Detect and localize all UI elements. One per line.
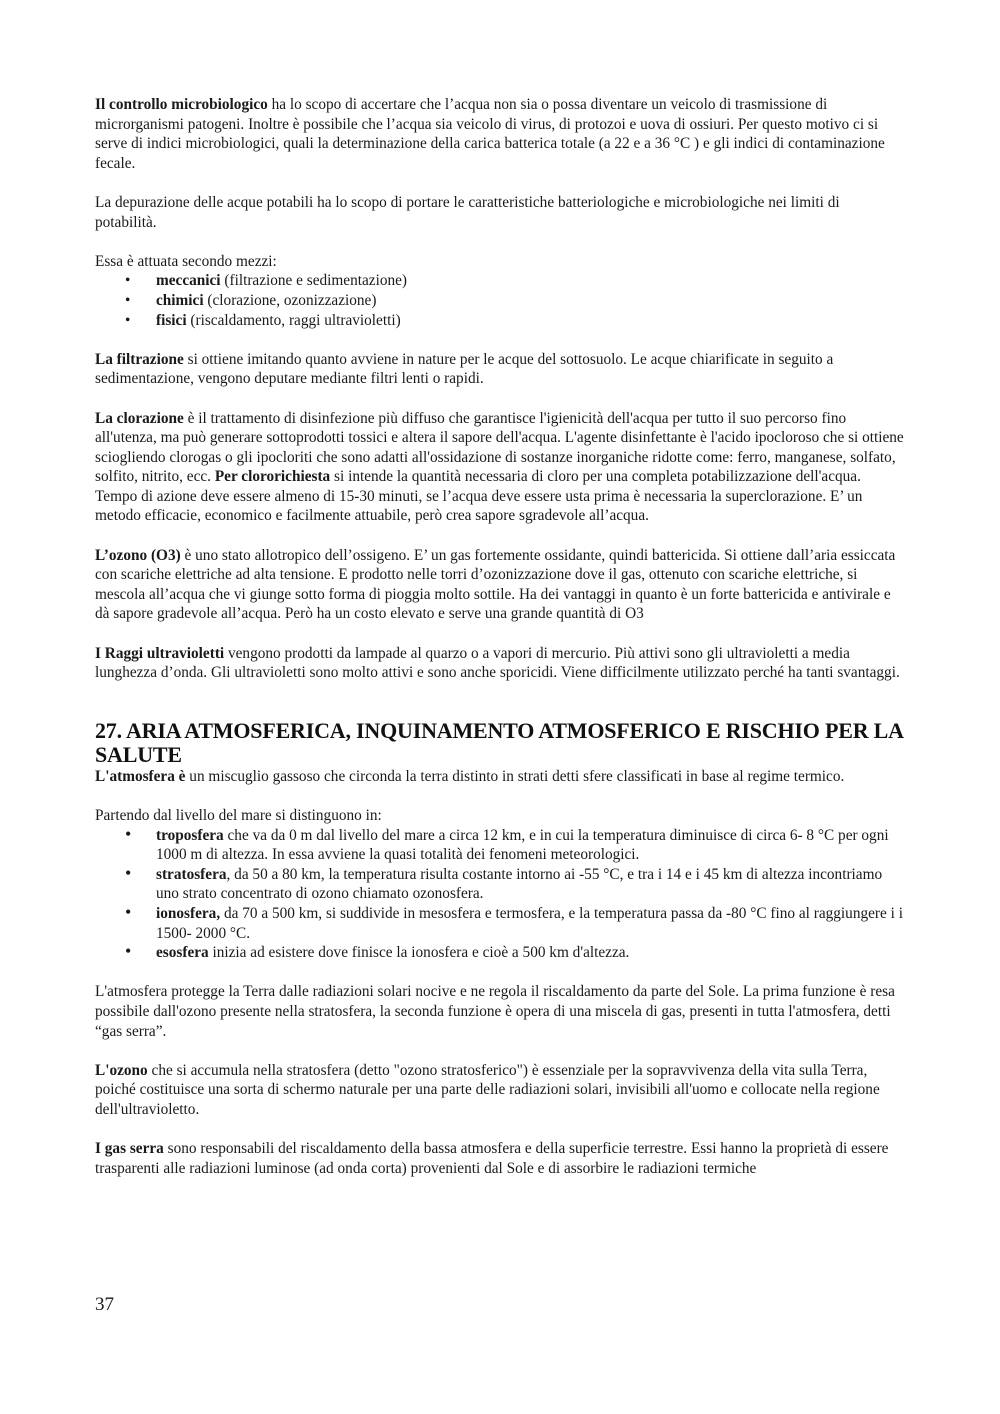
- bold-term: La filtrazione: [95, 350, 184, 368]
- list-item: [95, 271, 904, 291]
- list-item-text: da 70 a 500 km, si suddivide in mesosfera e termosfera, e la temperatura passa da -80 °C fino al raggiungere i i 1500- 2000 °C.: [156, 904, 903, 942]
- list-item-text: (clorazione, ozonizzazione): [203, 291, 377, 309]
- bold-term: L'atmosfera è: [95, 767, 186, 785]
- bold-term: ionosfera,: [156, 904, 221, 922]
- section-heading: 27. ARIA ATMOSFERICA, INQUINAMENTO ATMOSFERICO E RISCHIO PER LA SALUTE: [95, 717, 903, 767]
- paragraph-filtrazione: [95, 350, 904, 389]
- bullet: •: [125, 291, 131, 309]
- bullet: •: [125, 862, 132, 883]
- paragraph-clorazione: [95, 409, 904, 527]
- paragraph-controllo-microbiologico: [95, 95, 904, 173]
- paragraph-text: ha lo scopo di accertare che l’acqua non sia o possa diventare un veicolo di trasmissione di microrganismi patogeni. Inoltre è possibile che l’acqua sia veicolo di virus, di protozoi e uova di ossiuri. Per questo motivo ci si serve di indici microbiologici, quali la determinazione della carica batterica totale (a 22 e a 36 °C ) e gli indici di contaminazione fecale.: [95, 96, 885, 172]
- bold-term: I Raggi ultravioletti: [95, 644, 225, 662]
- paragraph-text: è uno stato allotropico dell’ossigeno. E’ un gas fortemente ossidante, quindi battericida. Si ottiene dall’aria essiccata con scariche elettriche ad alta tensione. E prodotto nelle torri d’ozonizzazione dove il gas, ottenuto con scariche elettriche, si mescola all’acqua che vi giunge sotto forma di pioggia molto sottile. Ha dei vantaggi in quanto è un forte battericida e antivirale e dà sapore gradevole all’acqua. Però ha un costo elevato e serve una grande quantità di O3: [95, 546, 896, 623]
- bold-term: chimici: [156, 291, 204, 309]
- list-item-text: che va da 0 m dal livello del mare a circa 12 km, e in cui la temperatura diminuisce di circa 6- 8 °C per ogni 1000 m di altezza. In essa avviene la quasi totalità dei fenomeni meteorologici.: [156, 826, 889, 864]
- bold-term: La clorazione: [95, 409, 184, 427]
- bold-term: L'ozono: [95, 1061, 148, 1079]
- paragraph-gas-serra: [95, 1139, 904, 1178]
- page-number: 37: [95, 1294, 114, 1315]
- bullet: •: [125, 901, 132, 922]
- list-item: [95, 943, 904, 963]
- paragraph-text: sono responsabili del riscaldamento della bassa atmosfera e della superficie terrestre. Essi hanno la proprietà di essere trasparenti alle radiazioni luminose (ad onda corta) provenienti dal Sole e di assorbire le radiazioni termiche: [95, 1140, 889, 1177]
- paragraph-atmosfera: [95, 767, 904, 787]
- bold-term: I gas serra: [95, 1140, 164, 1158]
- paragraph-strati-intro: Partendo dal livello del mare si distinguono in:: [95, 807, 382, 824]
- paragraph-text: si intende la quantità necessaria di cloro per una completa potabilizzazione dell'acqua. Tempo di azione deve essere almeno di 15-30 minuti, se l’acqua deve essere usta prima è necessaria la superclorazione. E’ un metodo efficacie, economico e facilmente attuabile, però crea sapore sgradevole all’acqua.: [95, 468, 863, 525]
- bold-term: stratosfera: [156, 865, 227, 883]
- bold-term: meccanici: [156, 272, 221, 290]
- paragraph-text: un miscuglio gassoso che circonda la terra distinto in strati detti sfere classificati in base al regime termico.: [185, 767, 845, 785]
- paragraph-text: vengono prodotti da lampade al quarzo o a vapori di mercurio. Più attivi sono gli ultravioletti a media lunghezza d’onda. Gli ultravioletti sono molto attivi e sono anche sporicidi. Viene difficilmente utilizzato perché ha tanti svantaggi.: [95, 644, 900, 682]
- paragraph-depurazione: La depurazione delle acque potabili ha lo scopo di portare le caratteristiche batteriologiche e microbiologiche nei limiti di potabilità.: [95, 193, 840, 231]
- list-item: [95, 823, 904, 865]
- bullet: •: [125, 823, 132, 844]
- bold-term: esosfera: [156, 944, 209, 962]
- list-item: [95, 311, 904, 331]
- bold-term: fisici: [156, 311, 187, 329]
- paragraph-raggi-ultravioletti: [95, 644, 904, 683]
- bullet: •: [125, 311, 131, 329]
- list-strati: [95, 823, 904, 963]
- paragraph-ozono: [95, 546, 904, 624]
- bold-term: L’ozono (O3): [95, 546, 181, 564]
- paragraph-mezzi-intro: Essa è attuata secondo mezzi:: [95, 252, 277, 270]
- list-item-text: (filtrazione e sedimentazione): [220, 272, 408, 290]
- list-item-text: , da 50 a 80 km, la temperatura risulta costante intorno ai -55 °C, e tra i 14 e i 45 km di altezza incontriamo uno strato concentrato di ozono chiamato ozonosfera.: [156, 865, 883, 903]
- list-item: [95, 862, 904, 904]
- list-mezzi: [95, 271, 904, 330]
- list-item: [95, 901, 904, 943]
- bold-term: troposfera: [156, 826, 224, 844]
- paragraph-text: che si accumula nella stratosfera (detto "ozono stratosferico") è essenziale per la sopravvivenza della vita sulla Terra, poiché costituisce una sorta di schermo naturale per una parte delle radiazioni solari, invisibili all'uomo e collocate nella regione dell'ultravioletto.: [95, 1061, 880, 1118]
- list-item-text: inizia ad esistere dove finisce la ionosfera e cioè a 500 km d'altezza.: [208, 944, 630, 962]
- paragraph-text: è il trattamento di disinfezione più diffuso che garantisce l'igienicità dell'acqua per tutto il suo percorso fino all'utenza, ma può generare sottoprodotti tossici e altera il sapore dell'acqua. L'agente disinfettante è l'acido ipocloroso che si ottiene sciogliendo clorogas o gli ipocloriti che sono adatti all'ossidazione di sostanze inorganiche ridotte come: ferro, manganese, solfato, solfito, nitrito, ecc.: [95, 409, 904, 486]
- list-item-text: (riscaldamento, raggi ultravioletti): [186, 311, 401, 329]
- bold-term: Il controllo microbiologico: [95, 96, 268, 113]
- bullet: •: [125, 272, 131, 290]
- paragraph-ozono-stratosferico: [95, 1061, 904, 1120]
- paragraph-protezione: L'atmosfera protegge la Terra dalle radiazioni solari nocive e ne regola il riscaldamento da parte del Sole. La prima funzione è resa possibile dall'ozono presente nella stratosfera, la seconda funzione è opera di una miscela di gas, presenti in tutta l'atmosfera, detti “gas serra”.: [95, 983, 895, 1040]
- bullet: •: [125, 941, 132, 962]
- list-item: [95, 291, 904, 311]
- bold-term: Per clororichiesta: [214, 468, 331, 486]
- paragraph-text: si ottiene imitando quanto avviene in nature per le acque del sottosuolo. Le acque chiarificate in seguito a sedimentazione, vengono deputare mediante filtri lenti o rapidi.: [95, 350, 834, 388]
